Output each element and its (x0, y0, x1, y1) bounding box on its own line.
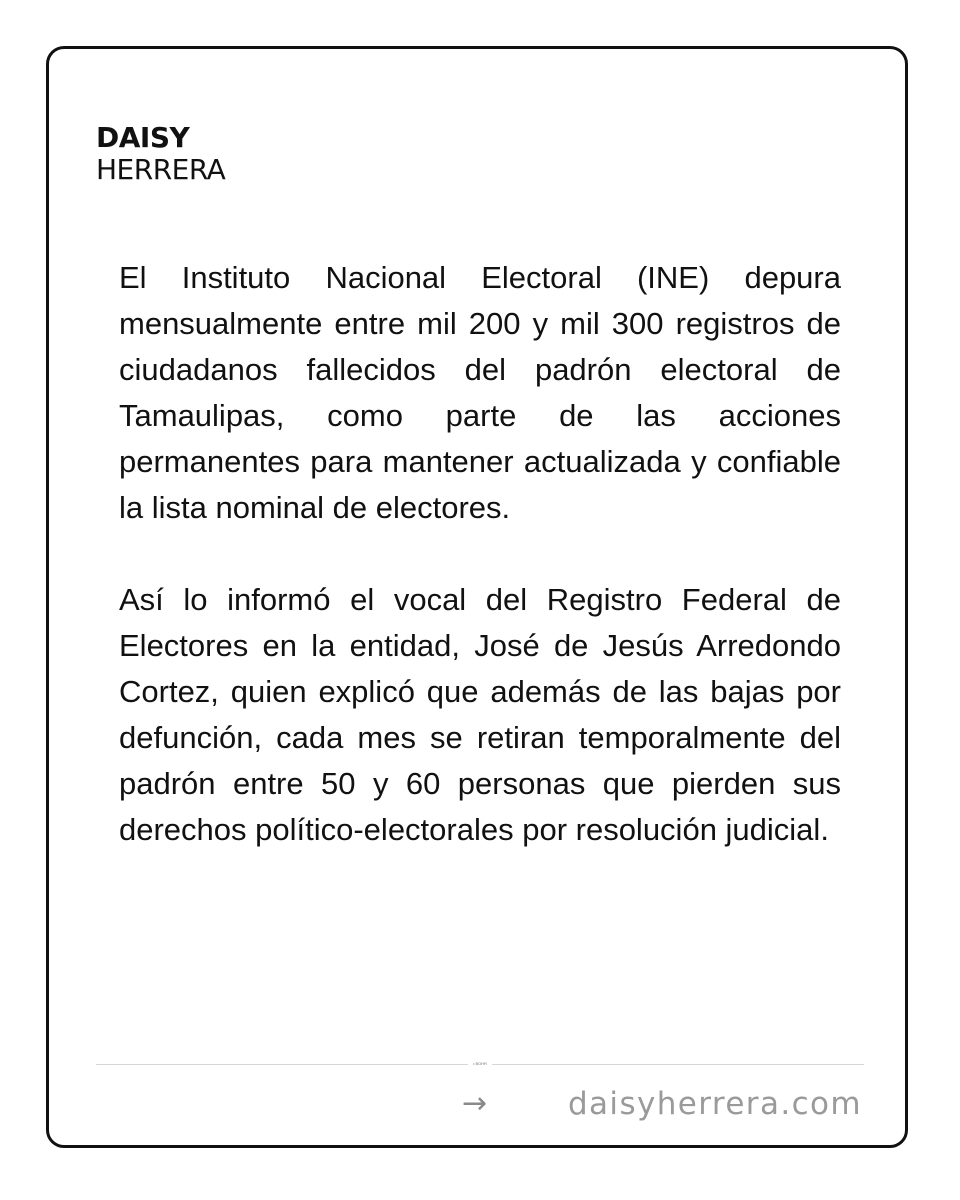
arrow-right-icon[interactable]: → (462, 1086, 488, 1121)
article-paragraph-2: Así lo informó el vocal del Registro Federal de Electores en la entidad, José de Jesús Arredondo Cortez, quien explicó que además de las bajas por defunción, cada mes se retiran temporalmente del padrón entre 50 y 60 personas que pierden sus derechos político-electorales por resolución judicial. (119, 582, 841, 847)
brand-first-name: DAISY (96, 121, 190, 154)
footer-divider-left (96, 1064, 468, 1065)
brand-last-name: HERRERA (96, 153, 226, 186)
website-link[interactable]: daisyherrera.com (567, 1086, 862, 1122)
brand-logo (96, 122, 225, 186)
article-body (119, 255, 841, 899)
article-paragraph-1: El Instituto Nacional Electoral (INE) depura mensualmente entre mil 200 y mil 300 registros de ciudadanos fallecidos del padrón electoral de Tamaulipas, como parte de las acciones permanentes para mantener actualizada y confiable la lista nominal de electores. (119, 260, 841, 525)
footer-divider-mark: • BOHR (472, 1061, 488, 1066)
footer-divider-right (492, 1064, 864, 1065)
